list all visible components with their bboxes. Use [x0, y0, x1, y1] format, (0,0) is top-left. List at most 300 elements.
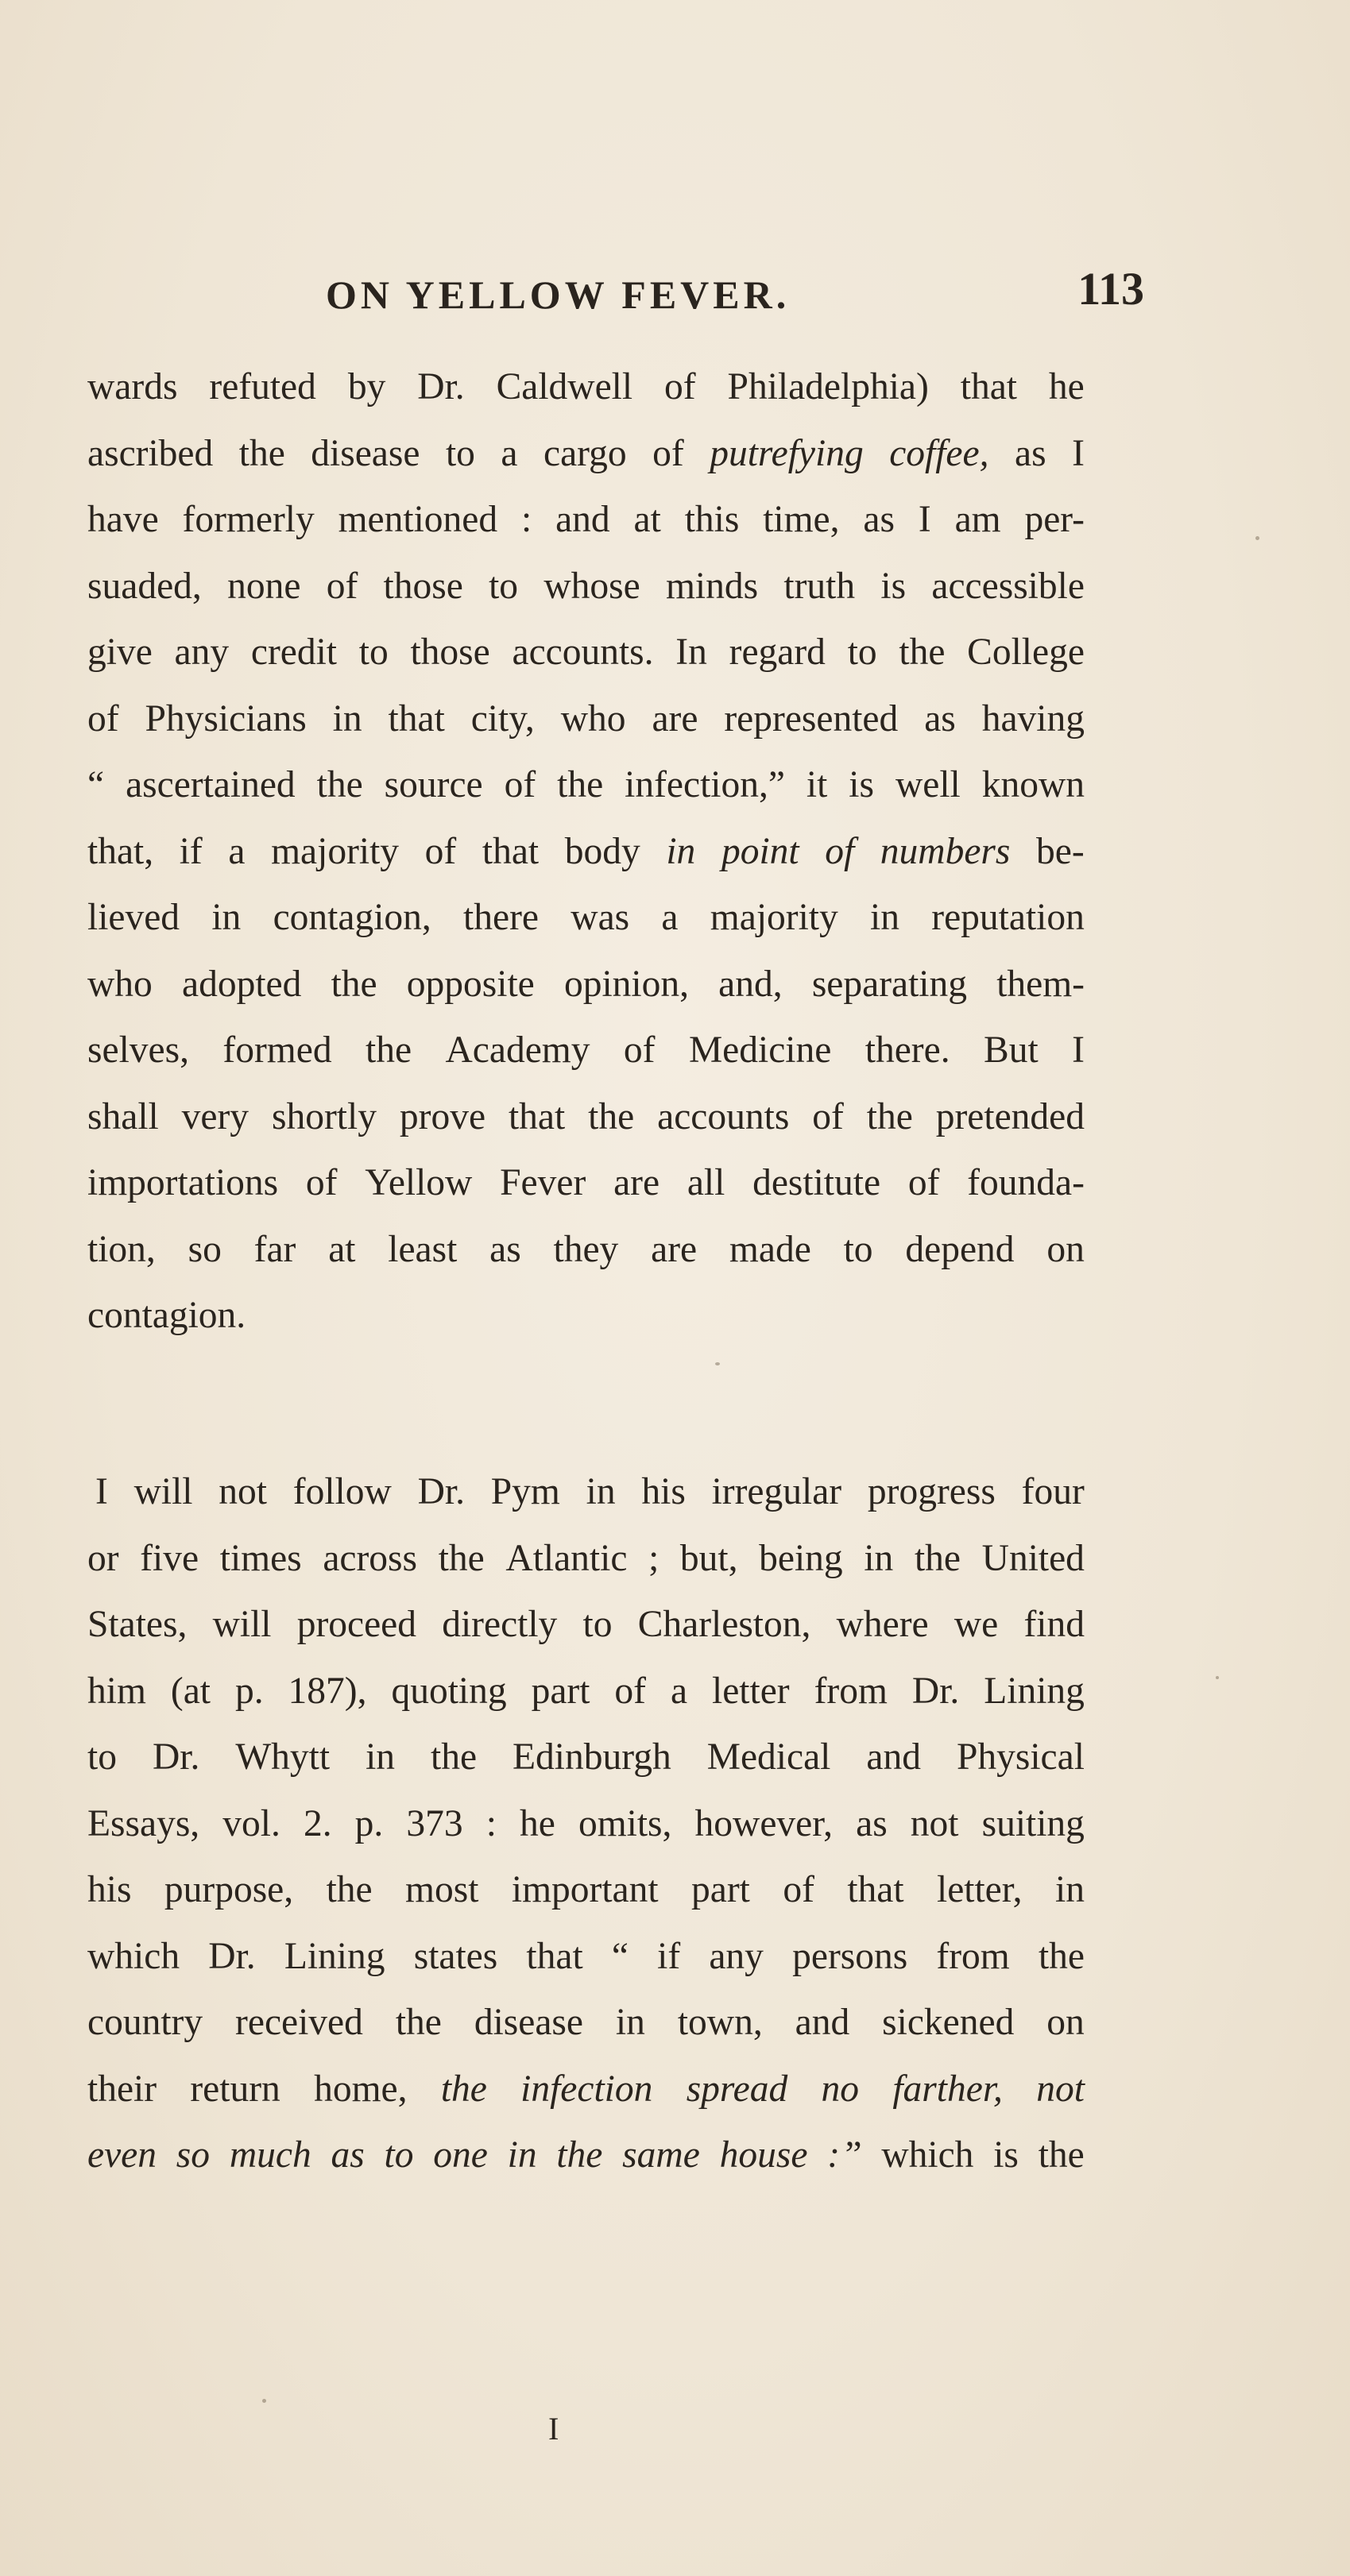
text-segment: those	[383, 565, 463, 607]
text-segment	[826, 1857, 836, 1924]
text-segment: a	[501, 432, 518, 474]
text-segment: I	[918, 499, 931, 540]
text-segment: that	[847, 1869, 904, 1910]
text-segment	[215, 1990, 224, 2057]
text-segment	[316, 2122, 326, 2189]
text-segment: follow	[292, 1471, 392, 1512]
text-segment	[526, 554, 536, 620]
text-segment	[428, 421, 438, 488]
text-segment	[544, 952, 554, 1018]
text-segment: who	[87, 963, 153, 1005]
text-segment	[338, 1791, 348, 1858]
text-segment: cargo	[543, 432, 627, 474]
text-segment: majority	[271, 830, 400, 872]
text-segment	[849, 1526, 858, 1593]
text-segment: and	[795, 2002, 850, 2043]
text-segment: the	[588, 1095, 635, 1137]
text-segment: the	[438, 1537, 485, 1579]
text-segment: majority	[710, 897, 838, 938]
text-segment: from	[814, 1670, 888, 1712]
text-segment: States,	[87, 1604, 188, 1645]
text-segment: give	[87, 631, 153, 673]
text-segment: Lining	[984, 1670, 1085, 1712]
text-segment: country	[87, 2002, 203, 2043]
text-segment	[917, 1924, 926, 1991]
text-segment	[562, 1791, 571, 1858]
text-segment	[188, 354, 198, 421]
text-segment: United	[981, 1537, 1085, 1579]
text-segment: from	[936, 1935, 1010, 1977]
text-segment: and,	[718, 963, 783, 1005]
text-segment: ;	[648, 1537, 660, 1579]
text-segment: College	[967, 631, 1085, 673]
text-segment	[934, 1724, 944, 1791]
text-segment: least	[388, 1228, 458, 1270]
text-segment	[966, 1526, 976, 1593]
text-segment: they	[553, 1228, 619, 1270]
text-segment: this	[684, 499, 740, 540]
text-segment	[161, 819, 171, 886]
text-segment	[665, 1526, 675, 1593]
text-segment	[621, 1592, 630, 1659]
text-segment	[668, 487, 678, 554]
text-segment: to	[847, 631, 877, 673]
text-segment: :	[827, 2134, 841, 2176]
text-segment: body	[564, 830, 640, 872]
text-segment: as	[863, 499, 895, 540]
text-segment	[514, 1659, 524, 1725]
text-segment	[966, 752, 976, 819]
text-segment: same	[622, 2134, 700, 2176]
text-segment: at	[328, 1228, 356, 1270]
text-segment	[493, 1084, 502, 1151]
page-number: 113	[1077, 263, 1144, 315]
text-segment: him	[87, 1670, 146, 1712]
text-segment	[1019, 1924, 1029, 1991]
text-segment	[762, 1857, 772, 1924]
text-segment	[370, 686, 380, 753]
text-line	[87, 1791, 1085, 1858]
text-segment: the	[866, 1095, 913, 1137]
text-segment	[705, 2122, 714, 2189]
text-segment	[213, 1724, 222, 1791]
text-segment	[734, 1150, 744, 1217]
text-segment: any	[174, 631, 230, 673]
text-segment: however,	[694, 1802, 834, 1844]
text-segment: as	[856, 1802, 888, 1844]
text-segment	[369, 752, 378, 819]
text-segment: suaded,	[87, 565, 202, 607]
text-segment	[813, 2122, 822, 2189]
text-segment	[219, 1659, 228, 1725]
text-segment	[374, 1990, 384, 2057]
text-segment	[308, 1217, 317, 1284]
text-segment	[265, 1924, 275, 1991]
text-segment: very	[181, 1095, 249, 1137]
text-segment	[505, 487, 514, 554]
text-segment	[390, 1791, 400, 1858]
text-segment: in	[615, 2002, 645, 2043]
text-segment: part	[691, 1869, 750, 1910]
text-line	[87, 620, 1085, 686]
text-segment: important	[511, 1869, 659, 1910]
text-segment	[465, 819, 474, 886]
text-segment	[280, 1592, 289, 1659]
text-segment	[844, 1724, 853, 1791]
text-segment: persons	[792, 1935, 908, 1977]
text-segment	[161, 2122, 171, 2189]
text-segment: none	[227, 565, 301, 607]
text-segment	[965, 1791, 975, 1858]
text-segment: across	[323, 1537, 418, 1579]
text-segment: directly	[442, 1604, 558, 1645]
text-segment: of	[907, 1162, 940, 1203]
text-segment	[644, 354, 653, 421]
text-segment	[543, 686, 552, 753]
text-segment: in	[870, 897, 899, 938]
text-segment: of	[664, 366, 696, 407]
text-segment	[287, 1791, 296, 1858]
text-segment	[490, 1724, 500, 1791]
text-segment: four	[1021, 1471, 1085, 1512]
text-segment: minds	[665, 565, 759, 607]
running-head: ON YELLOW FEVER.	[326, 272, 791, 317]
text-segment	[911, 885, 920, 952]
text-segment	[275, 1459, 284, 1526]
text-segment	[704, 819, 714, 886]
text-segment	[648, 554, 658, 620]
text-segment: is	[880, 565, 907, 607]
text-segment: he	[1048, 366, 1085, 407]
paper-speck	[715, 1362, 720, 1365]
text-segment	[293, 421, 303, 488]
text-segment	[624, 1459, 633, 1526]
text-segment	[634, 686, 644, 753]
text-segment	[1015, 2057, 1024, 2123]
text-segment: letter,	[937, 1869, 1023, 1910]
text-segment: 2.	[303, 1802, 332, 1844]
text-segment	[937, 1592, 946, 1659]
text-segment: not	[910, 1802, 959, 1844]
text-segment	[774, 1990, 783, 2057]
text-segment	[322, 487, 331, 554]
text-segment: tion,	[87, 1228, 156, 1270]
text-segment	[706, 686, 716, 753]
text-segment	[143, 1857, 153, 1924]
text-segment: Philadelphia)	[727, 366, 929, 407]
text-segment: founda-	[967, 1162, 1085, 1203]
text-segment: spread	[686, 2068, 788, 2110]
text-segment	[844, 1018, 853, 1084]
text-segment: the	[331, 963, 377, 1005]
text-segment	[1050, 1018, 1060, 1084]
text-segment: separating	[811, 963, 968, 1005]
text-segment	[938, 487, 948, 554]
text-segment	[1006, 1592, 1015, 1659]
text-segment: depend	[905, 1228, 1015, 1270]
text-segment	[159, 620, 168, 686]
text-segment	[692, 421, 702, 488]
text-segment: reputation	[931, 897, 1085, 938]
text-segment: states	[413, 1935, 498, 1977]
text-segment	[648, 819, 658, 886]
text-segment	[1019, 819, 1028, 886]
text-segment: the	[395, 2002, 442, 2043]
text-segment: are	[652, 697, 698, 740]
text-segment: truth	[783, 565, 856, 607]
text-segment	[850, 1459, 860, 1526]
text-segment: selves,	[87, 1029, 189, 1071]
text-segment	[504, 1791, 513, 1858]
text-segment	[967, 1659, 977, 1725]
text-segment: in	[1055, 1869, 1085, 1910]
text-segment	[384, 1857, 393, 1924]
text-segment	[895, 1659, 904, 1725]
text-segment: that,	[87, 830, 154, 872]
text-segment: :	[521, 499, 532, 540]
text-segment	[424, 1018, 433, 1084]
text-segment	[822, 1217, 832, 1284]
text-segment: as	[331, 2134, 365, 2176]
text-segment: known	[981, 764, 1085, 805]
text-segment	[884, 1217, 894, 1284]
text-segment	[979, 2122, 988, 2189]
text-segment: have	[87, 499, 159, 540]
text-segment: numbers	[880, 830, 1011, 872]
text-segment: the	[1038, 2134, 1085, 2176]
text-segment	[690, 885, 699, 952]
text-segment	[309, 554, 319, 620]
text-segment	[602, 1018, 612, 1084]
text-segment	[1028, 354, 1038, 421]
text-segment: as	[489, 1228, 521, 1270]
text-segment	[369, 2122, 379, 2189]
text-segment	[572, 1084, 582, 1151]
text-segment: home,	[314, 2068, 408, 2110]
text-segment: lieved	[87, 897, 180, 938]
text-segment: suiting	[981, 1802, 1085, 1844]
text-segment	[1054, 421, 1064, 488]
text-segment	[253, 819, 263, 886]
text-segment	[383, 1084, 393, 1151]
text-segment: in	[366, 1736, 396, 1778]
text-line	[87, 1283, 1085, 1350]
text-segment	[899, 1526, 909, 1593]
text-segment: Dr.	[417, 1471, 465, 1512]
text-segment	[344, 1018, 354, 1084]
text-line	[87, 1084, 1085, 1151]
text-segment: the	[366, 1029, 412, 1071]
text-segment	[191, 885, 200, 952]
text-segment: the	[431, 1736, 478, 1778]
text-segment: accounts.	[512, 631, 654, 673]
text-segment	[110, 752, 120, 819]
text-segment	[608, 2122, 617, 2189]
text-segment	[695, 1659, 705, 1725]
text-segment	[343, 1724, 353, 1791]
text-segment	[1034, 1857, 1043, 1924]
text-segment: return	[190, 2068, 280, 2110]
text-segment	[665, 2057, 675, 2123]
text-segment: the	[238, 432, 285, 474]
text-segment: being	[759, 1537, 843, 1579]
text-segment: to	[358, 631, 389, 673]
text-segment: destitute	[752, 1162, 881, 1203]
text-segment: point	[721, 830, 799, 872]
text-segment	[792, 952, 802, 1018]
text-segment: the	[556, 2134, 603, 2176]
text-line	[87, 1217, 1085, 1284]
text-segment: am	[954, 499, 1001, 540]
text-segment	[346, 1150, 356, 1217]
text-segment	[907, 686, 916, 753]
text-segment	[301, 752, 311, 819]
text-segment: Dr.	[152, 1736, 200, 1778]
text-segment	[709, 1217, 718, 1284]
text-line	[87, 1526, 1085, 1593]
text-segment: one	[433, 2134, 488, 2176]
text-segment: as	[1014, 432, 1046, 474]
text-segment: not	[219, 1471, 267, 1512]
text-segment: of	[825, 830, 855, 872]
text-segment: “	[611, 1935, 629, 1977]
text-segment	[400, 1459, 409, 1526]
text-segment: the	[557, 764, 604, 805]
text-segment: that	[960, 366, 1017, 407]
text-segment	[679, 1791, 688, 1858]
text-segment	[476, 354, 485, 421]
text-segment: made	[729, 1228, 811, 1270]
text-line	[87, 1724, 1085, 1791]
text-segment	[964, 686, 973, 753]
text-segment: a	[670, 1670, 688, 1712]
text-segment	[189, 1924, 199, 1991]
text-segment	[367, 1217, 377, 1284]
text-segment	[453, 1990, 462, 2057]
text-segment: to	[445, 432, 475, 474]
text-segment: the	[316, 764, 363, 805]
text-segment	[799, 2057, 809, 2123]
text-segment	[997, 421, 1007, 488]
text-segment: Academy	[445, 1029, 590, 1071]
text-segment	[638, 1924, 648, 1991]
text-line	[87, 487, 1085, 554]
text-segment: proceed	[296, 1604, 417, 1645]
text-segment	[419, 2122, 428, 2189]
text-segment: in	[332, 697, 362, 740]
text-segment	[849, 885, 859, 952]
text-segment: house	[719, 2134, 808, 2176]
text-segment	[490, 1526, 500, 1593]
text-segment	[374, 1659, 384, 1725]
text-segment	[305, 1857, 315, 1924]
text-segment: Dr.	[208, 1935, 256, 1977]
text-segment: on	[1046, 2002, 1085, 2043]
text-segment	[395, 620, 404, 686]
text-segment	[162, 952, 172, 1018]
text-segment	[840, 1791, 849, 1858]
text-segment: who	[560, 697, 626, 740]
text-segment	[542, 752, 551, 819]
text-segment: disease	[311, 432, 420, 474]
text-segment: contagion.	[87, 1295, 246, 1336]
text-segment	[343, 620, 353, 686]
text-segment	[308, 1526, 317, 1593]
text-segment: if	[657, 1935, 681, 1977]
text-segment	[493, 2122, 502, 2189]
text-segment: mentioned	[338, 499, 498, 540]
text-segment: to	[582, 1604, 613, 1645]
text-segment: adopted	[182, 963, 302, 1005]
text-segment	[919, 1084, 929, 1151]
text-segment	[684, 1724, 694, 1791]
signature-mark: I	[548, 2411, 559, 2447]
paper-speck	[1255, 536, 1259, 540]
text-segment	[819, 1592, 829, 1659]
text-segment	[470, 1791, 479, 1858]
text-segment	[915, 1857, 925, 1924]
text-segment: wards	[87, 366, 178, 407]
text-segment: which	[87, 1935, 180, 1977]
text-segment	[565, 1592, 574, 1659]
text-segment: of	[783, 1869, 814, 1910]
text-line	[87, 1592, 1085, 1659]
text-segment	[951, 620, 961, 686]
text-segment: letter	[712, 1670, 790, 1712]
text-segment: credit	[250, 631, 338, 673]
text-segment: and	[866, 1736, 921, 1778]
text-segment	[195, 1592, 205, 1659]
text-segment: quoting	[391, 1670, 507, 1712]
text-segment: shortly	[272, 1095, 377, 1137]
text-segment	[1023, 2122, 1033, 2189]
text-segment: ascertained	[126, 764, 296, 805]
text-segment: in	[507, 2134, 537, 2176]
text-segment	[902, 487, 911, 554]
text-segment: so	[188, 1228, 222, 1270]
text-segment: I	[95, 1471, 108, 1512]
text-segment	[396, 354, 406, 421]
text-segment: if	[179, 830, 203, 872]
text-segment: Pym	[490, 1471, 560, 1512]
text-line	[87, 1990, 1085, 2057]
text-segment: (at	[170, 1670, 211, 1712]
text-segment	[656, 1990, 666, 2057]
text-segment	[694, 1459, 703, 1526]
text-segment: I	[1072, 432, 1085, 474]
text-segment	[797, 1659, 807, 1725]
text-segment	[490, 1857, 500, 1924]
text-segment	[420, 2057, 429, 2123]
text-segment: much	[229, 2134, 311, 2176]
text-segment	[654, 1659, 663, 1725]
text-segment	[408, 1724, 418, 1791]
text-segment	[863, 819, 872, 886]
text-segment: on	[1046, 1228, 1085, 1270]
text-segment: time,	[763, 499, 840, 540]
text-segment: But	[984, 1029, 1039, 1071]
text-segment: find	[1023, 1604, 1085, 1645]
text-segment	[215, 2122, 224, 2189]
text-segment	[766, 554, 776, 620]
text-segment: is	[849, 764, 874, 805]
text-segment: which	[881, 2134, 974, 2176]
text-segment: part	[531, 1670, 590, 1712]
text-segment	[977, 952, 987, 1018]
text-segment: irregular	[711, 1471, 842, 1512]
text-segment: Physical	[956, 1736, 1085, 1778]
text-segment: having	[981, 697, 1085, 740]
